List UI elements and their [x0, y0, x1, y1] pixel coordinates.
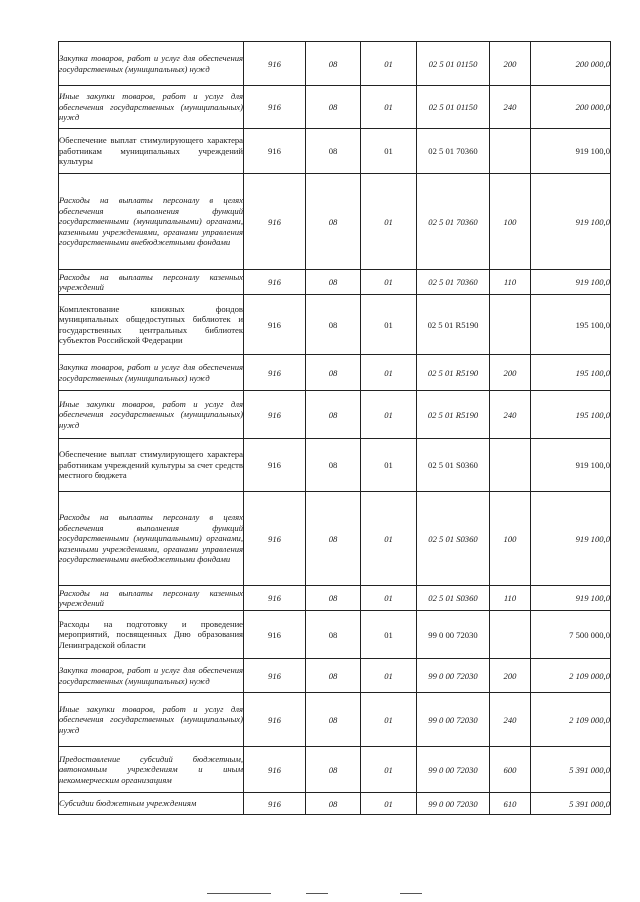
row-target-code: 99 0 00 72030: [417, 693, 490, 747]
table-row: [59, 586, 611, 611]
row-expense-type-code: 610: [490, 793, 531, 815]
row-target-code: 99 0 00 72030: [417, 793, 490, 815]
row-target-code: 02 5 01 R5190: [417, 295, 490, 355]
table-row: [59, 439, 611, 492]
row-subsection-code: 01: [361, 747, 417, 793]
row-subsection-code: 01: [361, 86, 417, 129]
row-target-code: 02 5 01 70360: [417, 129, 490, 174]
row-expense-type-code: 200: [490, 355, 531, 391]
row-amount: 195 100,0: [531, 391, 611, 439]
table-row: [59, 86, 611, 129]
row-target-code: 02 5 01 01150: [417, 42, 490, 86]
row-target-code: 02 5 01 70360: [417, 174, 490, 270]
row-target-code: 02 5 01 S0360: [417, 492, 490, 586]
row-target-code: 02 5 01 R5190: [417, 355, 490, 391]
row-expense-type-code: 110: [490, 270, 531, 295]
row-amount: 919 100,0: [531, 129, 611, 174]
row-expense-type-code: 240: [490, 391, 531, 439]
table-row: [59, 391, 611, 439]
row-expense-type-code: [490, 611, 531, 659]
row-section-code: 08: [306, 129, 361, 174]
footer-rule: [400, 893, 422, 894]
row-expense-type-code: 100: [490, 492, 531, 586]
row-amount: 919 100,0: [531, 439, 611, 492]
row-amount: 7 500 000,0: [531, 611, 611, 659]
table-row: [59, 295, 611, 355]
row-admin-code: 916: [244, 439, 306, 492]
row-section-code: 08: [306, 86, 361, 129]
row-expense-type-code: [490, 439, 531, 492]
row-name: Иные закупки товаров, работ и услуг для обеспечения государственных (муниципальных) нужд: [59, 86, 244, 129]
row-section-code: 08: [306, 492, 361, 586]
row-name: Обеспечение выплат стимулирующего характера работникам муниципальных учреждений культуры: [59, 129, 244, 174]
row-admin-code: 916: [244, 174, 306, 270]
row-admin-code: 916: [244, 129, 306, 174]
row-expense-type-code: [490, 129, 531, 174]
row-name: Расходы на подготовку и проведение мероприятий, посвященных Дню образования Ленинградской области: [59, 611, 244, 659]
table-row: [59, 42, 611, 86]
budget-table-body: [59, 42, 611, 815]
row-subsection-code: 01: [361, 391, 417, 439]
row-section-code: 08: [306, 295, 361, 355]
footer-rule: [207, 893, 271, 894]
row-expense-type-code: 200: [490, 42, 531, 86]
row-section-code: 08: [306, 270, 361, 295]
row-section-code: 08: [306, 793, 361, 815]
row-subsection-code: 01: [361, 295, 417, 355]
row-target-code: 02 5 01 R5190: [417, 391, 490, 439]
budget-table: [58, 41, 611, 815]
row-subsection-code: 01: [361, 659, 417, 693]
table-row: [59, 611, 611, 659]
row-name: Обеспечение выплат стимулирующего характера работникам учреждений культуры за счет средств местного бюджета: [59, 439, 244, 492]
row-subsection-code: 01: [361, 693, 417, 747]
row-name: Расходы на выплаты персоналу казенных учреждений: [59, 586, 244, 611]
row-name: Закупка товаров, работ и услуг для обеспечения государственных (муниципальных) нужд: [59, 659, 244, 693]
row-name: Иные закупки товаров, работ и услуг для обеспечения государственных (муниципальных) нужд: [59, 391, 244, 439]
table-row: [59, 793, 611, 815]
row-expense-type-code: 200: [490, 659, 531, 693]
row-section-code: 08: [306, 611, 361, 659]
row-amount: 195 100,0: [531, 355, 611, 391]
row-admin-code: 916: [244, 86, 306, 129]
row-amount: 195 100,0: [531, 295, 611, 355]
row-section-code: 08: [306, 174, 361, 270]
row-subsection-code: 01: [361, 439, 417, 492]
row-admin-code: 916: [244, 355, 306, 391]
table-row: [59, 747, 611, 793]
table-row: [59, 693, 611, 747]
row-admin-code: 916: [244, 611, 306, 659]
row-name: Закупка товаров, работ и услуг для обеспечения государственных (муниципальных) нужд: [59, 42, 244, 86]
row-amount: 2 109 000,0: [531, 693, 611, 747]
row-admin-code: 916: [244, 659, 306, 693]
row-amount: 919 100,0: [531, 586, 611, 611]
row-admin-code: 916: [244, 747, 306, 793]
table-row: [59, 659, 611, 693]
row-expense-type-code: [490, 295, 531, 355]
row-subsection-code: 01: [361, 355, 417, 391]
row-name: Закупка товаров, работ и услуг для обеспечения государственных (муниципальных) нужд: [59, 355, 244, 391]
row-target-code: 99 0 00 72030: [417, 747, 490, 793]
row-target-code: 02 5 01 S0360: [417, 586, 490, 611]
table-row: [59, 492, 611, 586]
row-subsection-code: 01: [361, 270, 417, 295]
row-admin-code: 916: [244, 270, 306, 295]
row-amount: 200 000,0: [531, 42, 611, 86]
footer-rule: [306, 893, 328, 894]
row-section-code: 08: [306, 693, 361, 747]
row-admin-code: 916: [244, 793, 306, 815]
row-subsection-code: 01: [361, 129, 417, 174]
row-target-code: 02 5 01 S0360: [417, 439, 490, 492]
row-name: Комплектование книжных фондов муниципальных общедоступных библиотек и государственных центральных библиотек субъектов Российской Федерации: [59, 295, 244, 355]
row-name: Предоставление субсидий бюджетным, автономным учреждениям и иным некоммерческим организациям: [59, 747, 244, 793]
row-target-code: 99 0 00 72030: [417, 611, 490, 659]
row-amount: 5 391 000,0: [531, 747, 611, 793]
row-admin-code: 916: [244, 295, 306, 355]
row-section-code: 08: [306, 42, 361, 86]
row-admin-code: 916: [244, 391, 306, 439]
row-name: Расходы на выплаты персоналу казенных учреждений: [59, 270, 244, 295]
row-admin-code: 916: [244, 693, 306, 747]
row-name: Субсидии бюджетным учреждениям: [59, 793, 244, 815]
row-section-code: 08: [306, 439, 361, 492]
row-admin-code: 916: [244, 586, 306, 611]
row-name: Расходы на выплаты персоналу в целях обеспечения выполнения функций государственными (муниципальными) органами, казенными учреждениями, органами управления государственными внебюджетными фондами: [59, 174, 244, 270]
row-name: Расходы на выплаты персоналу в целях обеспечения выполнения функций государственными (муниципальными) органами, казенными учреждениями, органами управления государственными внебюджетными фондами: [59, 492, 244, 586]
row-amount: 2 109 000,0: [531, 659, 611, 693]
row-admin-code: 916: [244, 42, 306, 86]
row-admin-code: 916: [244, 492, 306, 586]
row-amount: 919 100,0: [531, 174, 611, 270]
row-name: Иные закупки товаров, работ и услуг для обеспечения государственных (муниципальных) нужд: [59, 693, 244, 747]
row-subsection-code: 01: [361, 42, 417, 86]
row-subsection-code: 01: [361, 586, 417, 611]
row-subsection-code: 01: [361, 174, 417, 270]
row-section-code: 08: [306, 391, 361, 439]
row-subsection-code: 01: [361, 611, 417, 659]
table-row: [59, 174, 611, 270]
row-section-code: 08: [306, 747, 361, 793]
row-expense-type-code: 240: [490, 693, 531, 747]
row-subsection-code: 01: [361, 492, 417, 586]
row-expense-type-code: 240: [490, 86, 531, 129]
row-amount: 919 100,0: [531, 492, 611, 586]
table-row: [59, 270, 611, 295]
row-expense-type-code: 110: [490, 586, 531, 611]
row-expense-type-code: 600: [490, 747, 531, 793]
row-section-code: 08: [306, 586, 361, 611]
table-row: [59, 129, 611, 174]
row-section-code: 08: [306, 659, 361, 693]
row-target-code: 99 0 00 72030: [417, 659, 490, 693]
row-expense-type-code: 100: [490, 174, 531, 270]
row-amount: 5 391 000,0: [531, 793, 611, 815]
row-target-code: 02 5 01 70360: [417, 270, 490, 295]
row-section-code: 08: [306, 355, 361, 391]
row-subsection-code: 01: [361, 793, 417, 815]
row-target-code: 02 5 01 01150: [417, 86, 490, 129]
table-row: [59, 355, 611, 391]
row-amount: 919 100,0: [531, 270, 611, 295]
footer-rules: [0, 893, 640, 897]
row-amount: 200 000,0: [531, 86, 611, 129]
